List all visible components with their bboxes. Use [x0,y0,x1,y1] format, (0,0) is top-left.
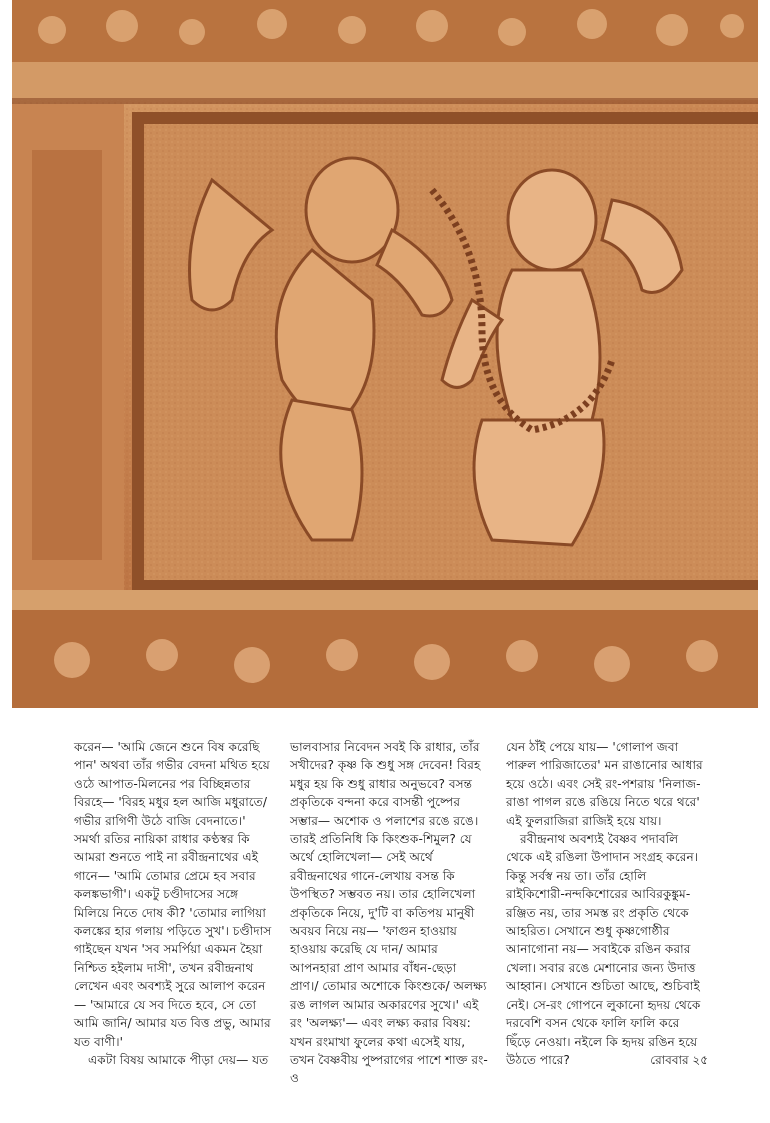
article-column-1 [74,738,272,1069]
article-column-2 [290,738,488,1088]
paragraph: রবীন্দ্রনাথ অবশ্যই বৈষ্ণব পদাবলি থেকে এই রঙিলা উপাদান সংগ্রহ করেন। কিন্তু সর্বস্ব নয় তা। তাঁর হোলি রাইকিশোরী-নন্দকিশোরের আবিরকুঙ্কুম-রঞ্জিত নয়, তার সমস্ত রং প্রকৃতি থেকে আহরিত। সেখানে শুধু কৃষ্ণগোষ্ঠীর আনাগোনা নয়— সবাইকে রঙিন করার খেলা। সবার রঙে মেশানোর জন্য উদাত্ত আহ্বান। সেখানে শুচিতা আছে, শুচিবাই নেই। সে-রং গোপনে লুকানো হৃদয় থেকে দরবেশি বসন থেকে ফালি ফালি করে ছিঁড়ে নেওয়া। নইলে কি হৃদয় রঙিন হয়ে উঠতে পারে? [506,832,701,1067]
article-column-3 [506,738,704,1069]
page-footer: রোববার ২৫ [650,1053,708,1067]
terracotta-relief-photo [12,0,758,708]
terracotta-relief-illustration [12,0,758,708]
paragraph: একটা বিষয় আমাকে পীড়া দেয়— যত [88,1052,269,1067]
paragraph: যেন ঠাঁই পেয়ে যায়— 'গোলাপ জবা পারুল পারিজাতের' মন রাঙানোর আধার হয়ে ওঠে। এবং সেই রং-পশরায় 'নিলাজ-রাঙা পাগল রঙে রঙিয়ে নিতে থরে থরে' এই ফুলরাজিরা রাজিই হয়ে যায়। [506,740,703,828]
paragraph: ভালবাসার নিবেদন সবই কি রাধার, তাঁর সখীদের? কৃষ্ণ কি শুধু সঙ্গ দেবেন! বিরহ মধুর হয় কি শুধু রাধার অনুভবে? বসন্ত প্রকৃতিকে বন্দনা করে বাসন্তী পুষ্পের সম্ভার— অশোক ও পলাশের রঙে রঙে। তারই প্রতিনিধি কি কিংশুক-শিমুল? যে অর্থে হোলিখেলা— সেই অর্থে রবীন্দ্রনাথের গানে-লেখায় বসন্ত কি উপস্থিত? সম্ভবত নয়। তার হোলিখেলা প্রকৃতিকে নিয়ে, দু'টি বা কতিপয় মানুষী অবয়ব নিয়ে নয়— 'ফাগুন হাওয়ায় হাওয়ায় করেছি যে দান/ আমার আপনহারা প্রাণ আমার বাঁধন-ছেড়া প্রাণ।/ তোমার অশোকে কিংশুকে/ অলক্ষ্য রঙ লাগল আমার অকারণের সুখে।' এই রং 'অলক্ষ্য'— এবং লক্ষ্য করার বিষয়: যখন রংমাখা ফুলের কথা এসেই যায়, তখন বৈষ্ণবীয় পুষ্পরাগের পাশে শাক্ত রং-ও [290,740,488,1086]
paragraph: করেন— 'আমি জেনে শুনে বিষ করেছি পান' অথবা তাঁর গভীর বেদনা মথিত হয়ে ওঠে আপাত-মিলনের পর বিচ্ছিন্নতার বিরহে— 'বিরহ মধুর হল আজি মধুরাতে/ গভীর রাগিণী উঠে বাজি বেদনাতে।' সমর্থা রতির নায়িকা রাধার কণ্ঠস্বর কি আমরা শুনতে পাই না রবীন্দ্রনাথের এই গানে— 'আমি তোমার প্রেমে হব সবার কলঙ্কভাগী'। একটু চণ্ডীদাসের সঙ্গে মিলিয়ে নিতে দোষ কী? 'তোমার লাগিয়া কলঙ্কের হার গলায় পড়িতে সুখ'। চণ্ডীদাস গাইছেন যখন 'সব সমর্পিয়া একমন হৈয়া নিশ্চিত হইলাম দাসী', তখন রবীন্দ্রনাথ লেখেন এবং অবশ্যই সুরে আলাপ করেন— 'আমারে যে সব দিতে হবে, সে তো আমি জানি/ আমার যত বিত্ত প্রভু, আমার যত বাণী।' [74,740,272,1049]
